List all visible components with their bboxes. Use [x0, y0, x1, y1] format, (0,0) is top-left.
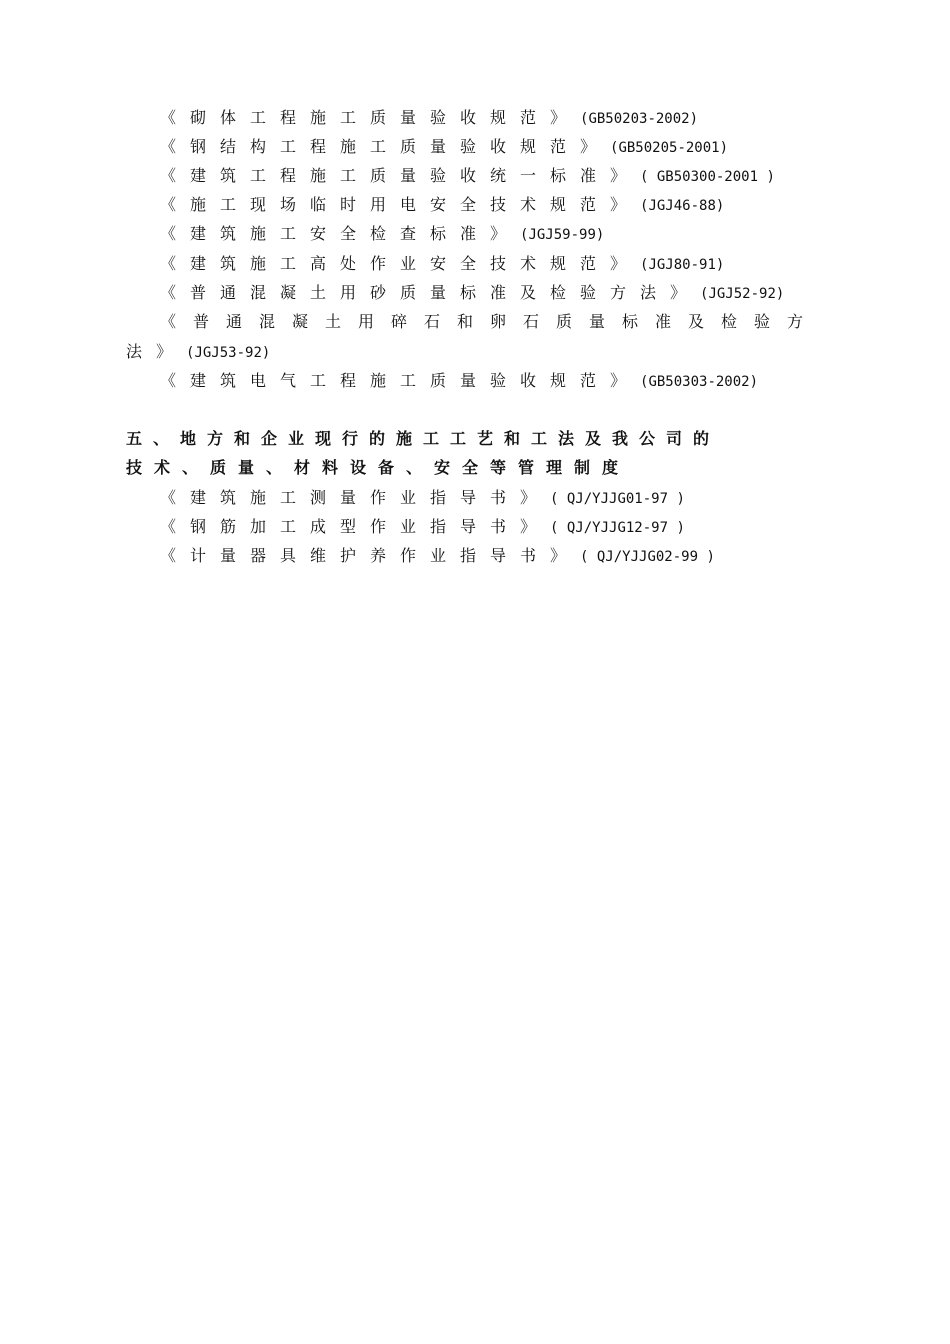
guide-item: [160, 517, 685, 538]
standard-item: [160, 137, 728, 158]
guide-item: [160, 546, 715, 567]
guide-title: 《钢筋加工成型作业指导书》: [160, 517, 551, 536]
standard-item: [160, 108, 698, 129]
section-heading-line2: 技术、质量、材料设备、安全等管理制度: [126, 458, 631, 477]
section-heading: [126, 429, 720, 449]
standard-code: (GB50205-2001): [610, 140, 729, 156]
standard-item: [160, 224, 604, 245]
standard-item: [160, 254, 724, 275]
standard-title: 《建筑电气工程施工质量验收规范》: [160, 371, 641, 390]
standard-item-wrapped-line1: [160, 312, 820, 332]
standard-item: [160, 195, 724, 216]
guide-code: ( QJ/YJJG01-97 ): [550, 491, 685, 507]
standard-item: [160, 371, 758, 392]
standard-code: (JGJ52-92): [700, 286, 785, 302]
section-heading: [126, 458, 630, 478]
standard-title: 《普通混凝土用碎石和卵石质量标准及检验方: [160, 312, 821, 331]
standard-title: 《钢结构工程施工质量验收规范》: [160, 137, 611, 156]
standard-title: 《建筑施工安全检查标准》: [160, 224, 521, 243]
standard-code: ( GB50300-2001 ): [640, 169, 775, 185]
standard-code: (JGJ53-92): [186, 345, 271, 361]
standard-code: (JGJ80-91): [640, 257, 725, 273]
guide-code: ( QJ/YJJG02-99 ): [580, 549, 715, 565]
guide-title: 《建筑施工测量作业指导书》: [160, 488, 551, 507]
standard-title: 《普通混凝土用砂质量标准及检验方法》: [160, 283, 701, 302]
standard-item: [160, 166, 775, 187]
standard-title: 《砌体工程施工质量验收规范》: [160, 108, 581, 127]
standard-item: [160, 283, 784, 304]
standard-code: (JGJ59-99): [520, 227, 605, 243]
standard-title: 《施工现场临时用电安全技术规范》: [160, 195, 641, 214]
standard-title: 《建筑施工高处作业安全技术规范》: [160, 254, 641, 273]
standard-code: (JGJ46-88): [640, 198, 725, 214]
standard-code: (GB50203-2002): [580, 111, 699, 127]
guide-title: 《计量器具维护养作业指导书》: [160, 546, 581, 565]
guide-item: [160, 488, 685, 509]
standard-title-continuation: 法》: [126, 342, 187, 361]
standard-item-wrapped-line2: [126, 342, 270, 363]
section-heading-line1: 五、地方和企业现行的施工工艺和工法及我公司的: [126, 429, 721, 448]
standard-title: 《建筑工程施工质量验收统一标准》: [160, 166, 641, 185]
guide-code: ( QJ/YJJG12-97 ): [550, 520, 685, 536]
standard-code: (GB50303-2002): [640, 374, 759, 390]
